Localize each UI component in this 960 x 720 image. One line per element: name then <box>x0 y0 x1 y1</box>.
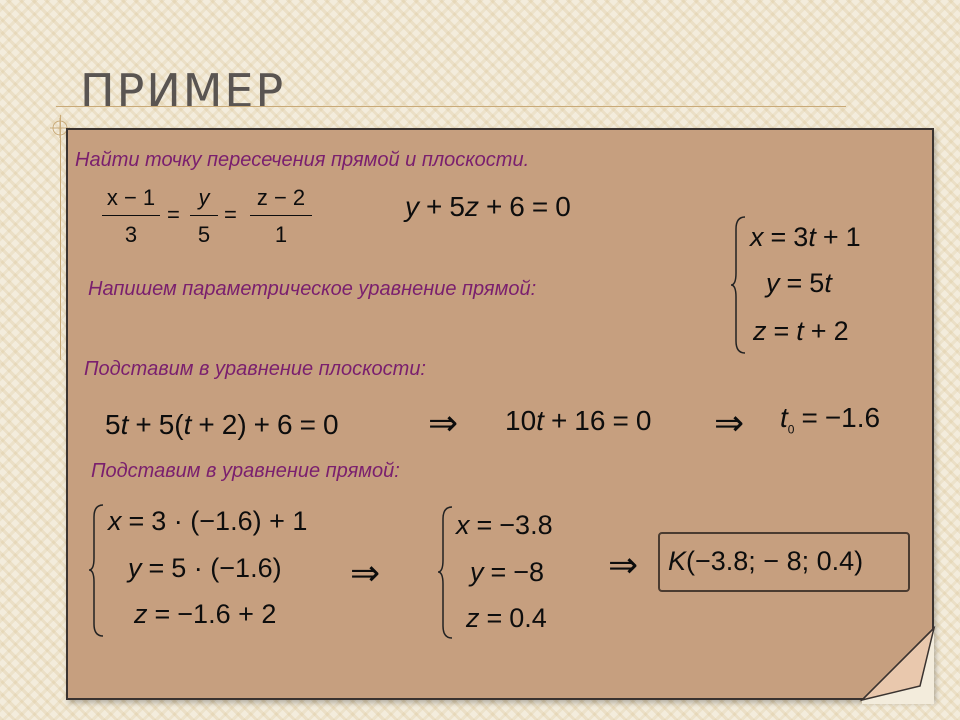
answer-point: K(−3.8; − 8; 0.4) <box>668 546 864 576</box>
step3-text: Подставим в уравнение прямой: <box>91 460 400 482</box>
system2-z: z = 0.4 <box>466 603 547 633</box>
system1-z: z = −1.6 + 2 <box>134 599 277 629</box>
system2-y: y = −8 <box>470 557 545 587</box>
implies-arrow-2: ⇒ <box>714 403 745 444</box>
step2-text: Подставим в уравнение плоскости: <box>84 358 426 380</box>
line-fraction-y: y 5 <box>190 187 218 246</box>
step1-text: Напишем параметрическое уравнение прямой: <box>88 278 537 300</box>
substituted-plane-eq: 5t + 5(t + 2) + 6 = 0 <box>105 409 339 440</box>
t0-solution: $t_0 = -1.6$ <box>780 402 881 437</box>
param-eq-x: x = 3t + 1 <box>750 222 861 252</box>
brace-system-1 <box>88 503 108 638</box>
left-vertical-rule <box>60 115 61 360</box>
system1-y: y = 5 · (−1.6) <box>128 553 282 583</box>
line-fraction-z: z − 2 1 <box>250 187 312 246</box>
implies-arrow-3: ⇒ <box>350 553 381 594</box>
implies-arrow-4: ⇒ <box>608 545 639 586</box>
page-curl-corner <box>862 628 938 704</box>
plane-equation: y + 5z + 6 = 0 <box>405 191 571 222</box>
problem-statement: Найти точку пересечения прямой и плоскости. <box>75 149 530 171</box>
system2-x: x = −3.8 <box>456 510 553 540</box>
line-eq-sign-2: = <box>224 202 237 227</box>
simplified-eq: 10t + 16 = 0 <box>505 405 652 436</box>
system1-x: x = 3 · (−1.6) + 1 <box>108 506 308 536</box>
title-underline <box>56 106 846 107</box>
brace-parametric <box>730 215 750 355</box>
line-eq-sign-1: = <box>167 202 180 227</box>
param-eq-y: y = 5t <box>766 268 832 298</box>
implies-arrow-1: ⇒ <box>428 403 459 444</box>
param-eq-z: z = t + 2 <box>753 316 849 346</box>
slide-title: ПРИМЕР <box>80 64 286 118</box>
line-fraction-x: x − 1 3 <box>102 187 160 246</box>
brace-system-2 <box>437 505 457 640</box>
